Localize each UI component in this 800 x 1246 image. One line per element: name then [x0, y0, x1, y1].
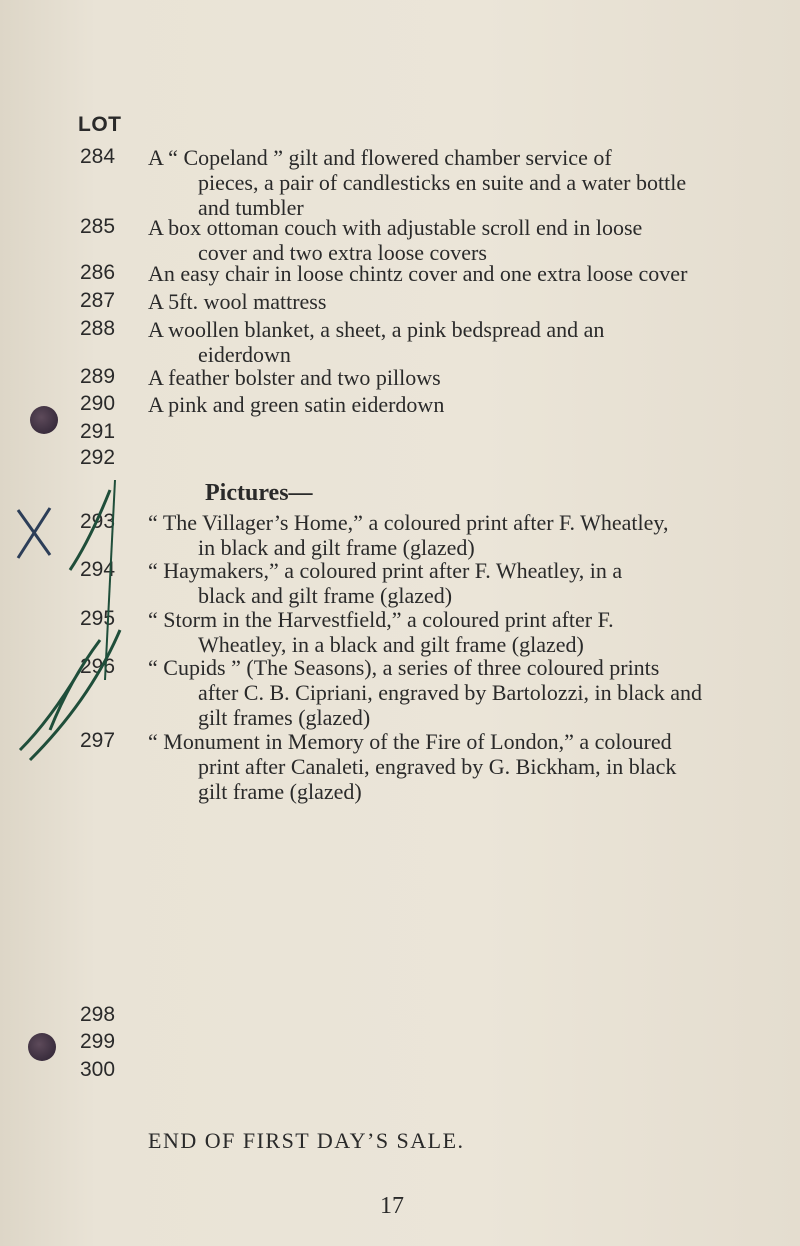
lot-number: 292 — [80, 446, 116, 469]
lot-description: “ The Villager’s Home,” a coloured print after F. Wheatley, in black and gilt frame (glazed) — [148, 510, 669, 560]
lot-description: A box ottoman couch with adjustable scroll end in loose cover and two extra loose covers — [148, 215, 643, 265]
lot-description: An easy chair in loose chintz cover and one extra loose cover — [148, 261, 688, 286]
lot-description: “ Storm in the Harvestfield,” a coloured print after F. Wheatley, in a black and gilt frame (glazed) — [148, 607, 614, 657]
end-of-sale-text: END OF FIRST DAY’S SALE. — [148, 1128, 465, 1153]
lot-number: 297 — [80, 729, 116, 752]
lot-number: 294 — [80, 558, 116, 581]
lot-number: 285 — [80, 215, 116, 238]
lot-description: A feather bolster and two pillows — [148, 365, 441, 390]
lot-number: 287 — [80, 289, 116, 312]
ink-dot-mark — [28, 1033, 56, 1061]
lot-description: “ Haymakers,” a coloured print after F. Wheatley, in a black and gilt frame (glazed) — [148, 558, 623, 608]
lot-column-header: LOT — [78, 113, 122, 136]
lot-number: 300 — [80, 1058, 116, 1081]
lot-number: 298 — [80, 1003, 116, 1026]
lot-description: A 5ft. wool mattress — [148, 289, 327, 314]
lot-number: 295 — [80, 607, 116, 630]
lot-number: 289 — [80, 365, 116, 388]
lot-description: A woollen blanket, a sheet, a pink bedspread and an eiderdown — [148, 317, 605, 367]
lot-description: “ Monument in Memory of the Fire of London,” a coloured print after Canaleti, engraved by G. Bickham, in black gilt frame (glazed) — [148, 729, 677, 804]
lot-number: 286 — [80, 261, 116, 284]
ink-dot-mark — [30, 406, 58, 434]
lot-number: 299 — [80, 1030, 116, 1053]
lot-description: “ Cupids ” (The Seasons), a series of three coloured prints after C. B. Cipriani, engraved by Bartolozzi, in black and gilt frames (glazed) — [148, 655, 703, 730]
pictures-section-title: Pictures— — [205, 480, 313, 506]
lot-number: 290 — [80, 392, 116, 415]
lot-number: 296 — [80, 655, 116, 678]
lot-description: A “ Copeland ” gilt and flowered chamber service of pieces, a pair of candlesticks en suite and a water bottle and tumbler — [148, 145, 687, 220]
page-number: 17 — [380, 1193, 404, 1219]
lot-number: 288 — [80, 317, 116, 340]
lot-number: 293 — [80, 510, 116, 533]
lot-description: A pink and green satin eiderdown — [148, 392, 445, 417]
pencil-annotation-mark — [10, 480, 150, 770]
lot-number: 291 — [80, 420, 116, 443]
lot-number: 284 — [80, 145, 116, 168]
